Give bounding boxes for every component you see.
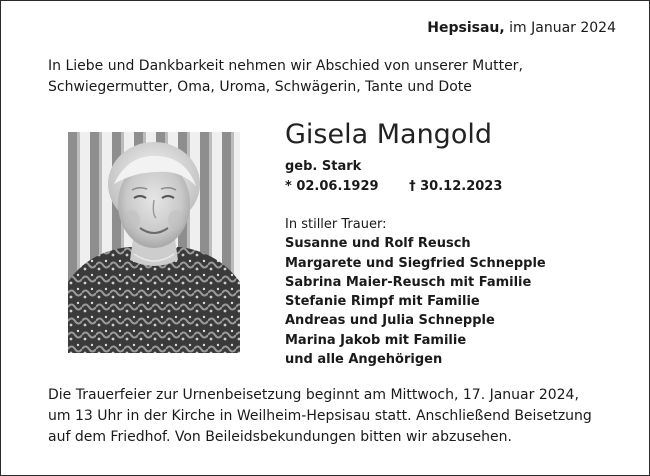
mourner-item: Sabrina Maier-Reusch mit Familie <box>285 274 532 290</box>
mourning-heading: In stiller Trauer: <box>285 217 387 232</box>
mourner-item: und alle Angehörigen <box>285 352 443 368</box>
intro-text <box>48 56 608 98</box>
mourner-item: Margarete und Siegfried Schnepple <box>285 255 546 271</box>
birth-date: * 02.06.1929 <box>285 179 379 194</box>
closing-text <box>48 385 628 448</box>
place: Hepsisau, <box>427 20 505 36</box>
intro-line: Schwiegermutter, Oma, Uroma, Schwägerin, Tante und Dote <box>48 79 472 95</box>
deceased-name: Gisela Mangold <box>285 119 492 150</box>
date: im Januar 2024 <box>509 20 616 36</box>
mourner-item: Andreas und Julia Schnepple <box>285 313 495 329</box>
place-date <box>427 20 616 36</box>
mourning-section <box>285 215 546 369</box>
intro-line: In Liebe und Dankbarkeit nehmen wir Abschied von unserer Mutter, <box>48 58 523 74</box>
closing-line: auf dem Friedhof. Von Beileidsbekundungen bitten wir abzusehen. <box>48 429 512 445</box>
mourner-item: Stefanie Rimpf mit Familie <box>285 294 480 310</box>
mourner-item: Marina Jakob mit Familie <box>285 332 467 348</box>
death-date: † 30.12.2023 <box>409 179 503 194</box>
mourner-item: Susanne und Rolf Reusch <box>285 236 471 252</box>
life-dates <box>285 179 502 194</box>
closing-line: Die Trauerfeier zur Urnenbeisetzung beginnt am Mittwoch, 17. Januar 2024, <box>48 387 579 403</box>
birth-name: geb. Stark <box>285 159 362 174</box>
mourners-list <box>285 234 546 369</box>
closing-line: um 13 Uhr in der Kirche in Weilheim-Hepsisau statt. Anschließend Beisetzung <box>48 408 592 424</box>
portrait-photo <box>68 132 240 353</box>
portrait-image <box>68 132 240 353</box>
